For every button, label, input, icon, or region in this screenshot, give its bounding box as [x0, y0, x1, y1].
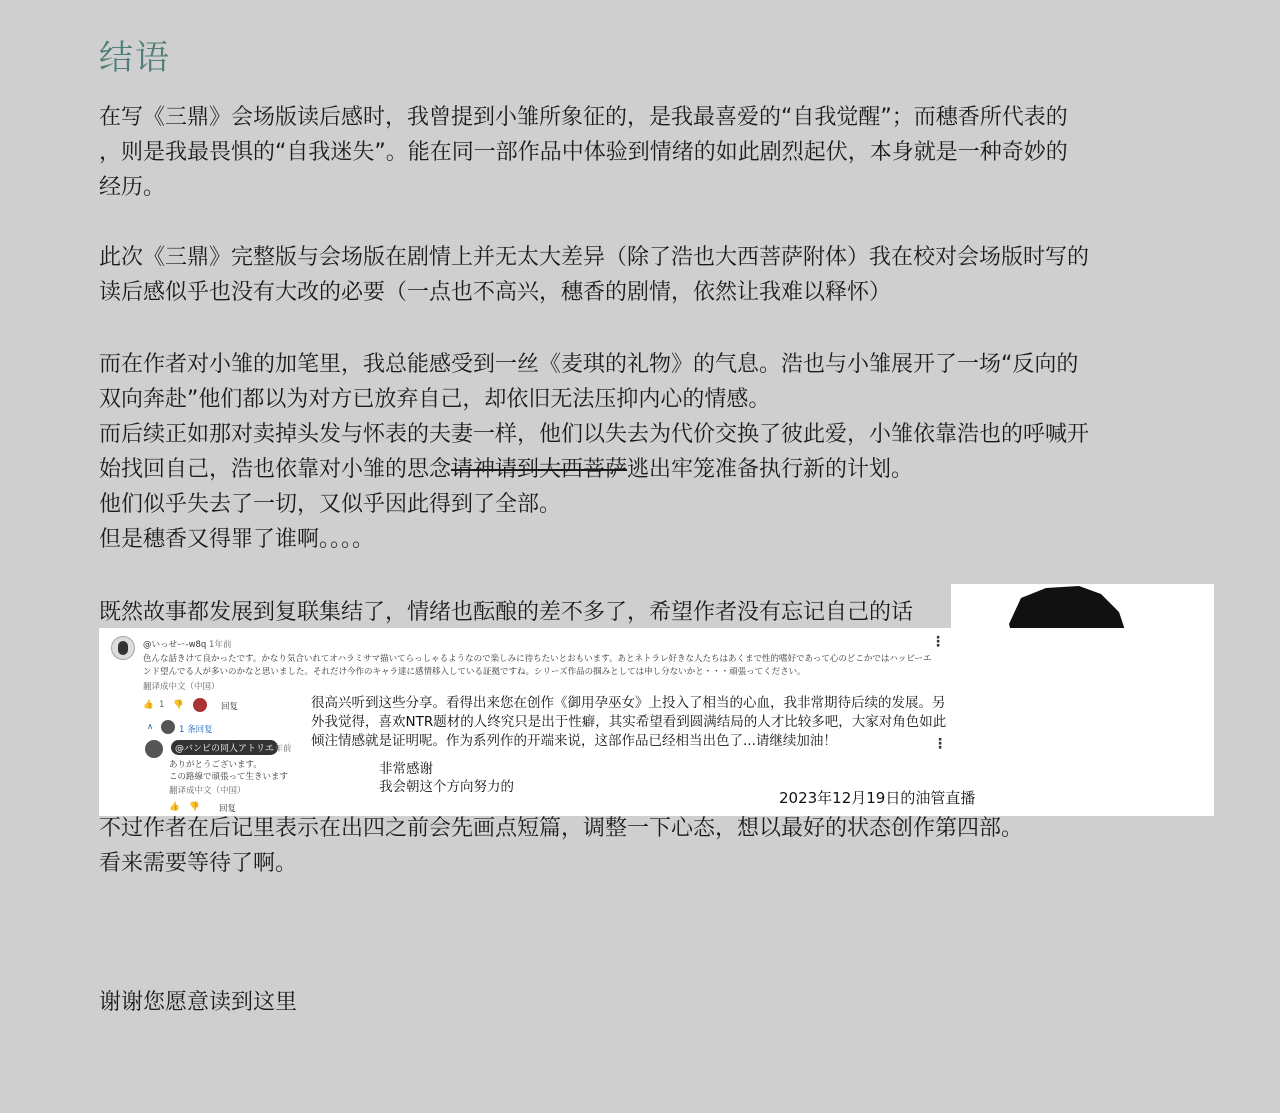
paragraph-line: 他们似乎失去了一切，又似乎因此得到了全部。: [99, 492, 562, 517]
reply-author-avatar: [145, 740, 163, 758]
reply-time: 1年前: [269, 744, 292, 754]
paragraph-3: [99, 347, 1169, 557]
paragraph-line: 在写《三鼎》会场版读后感时，我曾提到小雏所象征的，是我最喜爱的“自我觉醒”；而穗香所代表的: [99, 105, 1068, 130]
translation-line: 外我觉得，喜欢NTR题材的人终究只是出于性癖，其实希望看到圆满结局的人才比较多吧，大家对角色如此: [311, 714, 947, 730]
reply-translation-line: 非常感谢: [379, 761, 433, 777]
translate-link[interactable]: 翻译成中文（中国）: [143, 682, 220, 692]
reply-like-button[interactable]: 👍: [169, 802, 180, 812]
comment-text-line: 色んな話きけて良かったです。かなり気合いれてオハラミサマ描いてらっしゃるようなので楽しみに待ちたいとおもいます。あとネトラレ好きな人たちはあくまで性的嗜好であって心のどこかではハッピーエ: [143, 654, 932, 664]
paragraph-line: 读后感似乎也没有大改的必要（一点也不高兴，穗香的剧情，依然让我难以释怀）: [99, 280, 892, 305]
dislike-button[interactable]: 👎: [173, 700, 184, 710]
paragraph-line: 看来需要等待了啊。: [99, 851, 298, 876]
reply-dislike-button[interactable]: 👎: [189, 802, 200, 812]
paragraph-line: 双向奔赴”他们都以为对方已放弃自己，却依旧无法压抑内心的情感。: [99, 387, 771, 412]
translate-link[interactable]: 翻译成中文（中国）: [169, 786, 246, 796]
section-title: 结语: [99, 38, 171, 78]
paragraph-1: [99, 100, 1169, 205]
paragraph-line-with-strike: [99, 452, 1169, 487]
paragraph-5: [99, 811, 1169, 881]
paragraph-line: 此次《三鼎》完整版与会场版在剧情上并无太大差异（除了浩也大西菩萨附体）我在校对会场版时写的: [99, 245, 1090, 270]
paragraph-2: [99, 240, 1169, 310]
translation-line: 很高兴听到这些分享。看得出来您在创作《御用孕巫女》上投入了相当的心血，我非常期待后续的发展。另: [311, 695, 946, 711]
reply-avatar-small: [161, 720, 175, 734]
more-options-icon[interactable]: ⋮: [931, 634, 945, 650]
creator-heart-icon: [193, 698, 207, 712]
paragraph-line: ，则是我最畏惧的“自我迷失”。能在同一部作品中体验到情绪的如此剧烈起伏，本身就是一种奇妙的: [99, 140, 1068, 165]
reply-button[interactable]: 回复: [221, 702, 239, 712]
paragraph-line: 但是穗香又得罪了谁啊。。。。: [99, 527, 375, 552]
comment-text-line: ンド望んでる人が多いのかなと思いました。それだけ今作のキャラ達に感情移入している証拠ですね。シリーズ作品の掴みとしては申し分ないかと・・・頑張ってください。: [143, 667, 806, 677]
paragraph-line: 既然故事都发展到复联集结了，情绪也酝酿的差不多了，希望作者没有忘记自己的话: [99, 600, 914, 625]
paragraph-line: 经历。: [99, 175, 166, 200]
text-segment: 始找回自己，浩也依靠对小雏的思念: [99, 457, 452, 482]
comment-username: @いっせー-w8q: [143, 640, 207, 650]
reply-reply-button[interactable]: 回复: [219, 804, 237, 814]
struck-text: 请神请到大西菩萨: [451, 457, 628, 482]
paragraph-line: 不过作者在后记里表示在出四之前会先画点短篇，调整一下心态，想以最好的状态创作第四部。: [99, 816, 1024, 841]
reply-text-line: この路線で頑張って生きいます: [169, 772, 289, 782]
closing-line: 谢谢您愿意读到这里: [99, 990, 298, 1015]
reply-translation-line: 我会朝这个方向努力的: [379, 779, 514, 795]
reply-author-badge: @バンビの同人アトリエ: [171, 740, 278, 755]
reply-count-link[interactable]: 1 条回复: [179, 725, 213, 735]
comment-time: 1年前: [209, 640, 232, 650]
more-options-icon[interactable]: ⋮: [933, 736, 947, 752]
text-segment: 逃出牢笼准备执行新的计划。: [627, 457, 914, 482]
comment-author: [143, 638, 231, 650]
livestream-caption: 2023年12月19日的油管直播: [779, 789, 976, 807]
paragraph-line: 而在作者对小雏的加笔里，我总能感受到一丝《麦琪的礼物》的气息。浩也与小雏展开了一场“反向的: [99, 352, 1079, 377]
commenter-avatar: [111, 636, 135, 660]
translation-line: 倾注情感就是证明呢。作为系列作的开端来说，这部作品已经相当出色了...请继续加油！: [311, 733, 837, 749]
paragraph-line: 而后续正如那对卖掉头发与怀表的夫妻一样，他们以失去为代价交换了彼此爱，小雏依靠浩也的呼喊开: [99, 422, 1090, 447]
reply-text-line: ありがとうございます。: [169, 760, 262, 770]
expand-chevron-icon[interactable]: ∧: [147, 722, 154, 732]
youtube-comment-screenshot: [99, 628, 1214, 816]
like-count: 1: [159, 700, 165, 710]
like-button[interactable]: 👍: [143, 700, 154, 710]
